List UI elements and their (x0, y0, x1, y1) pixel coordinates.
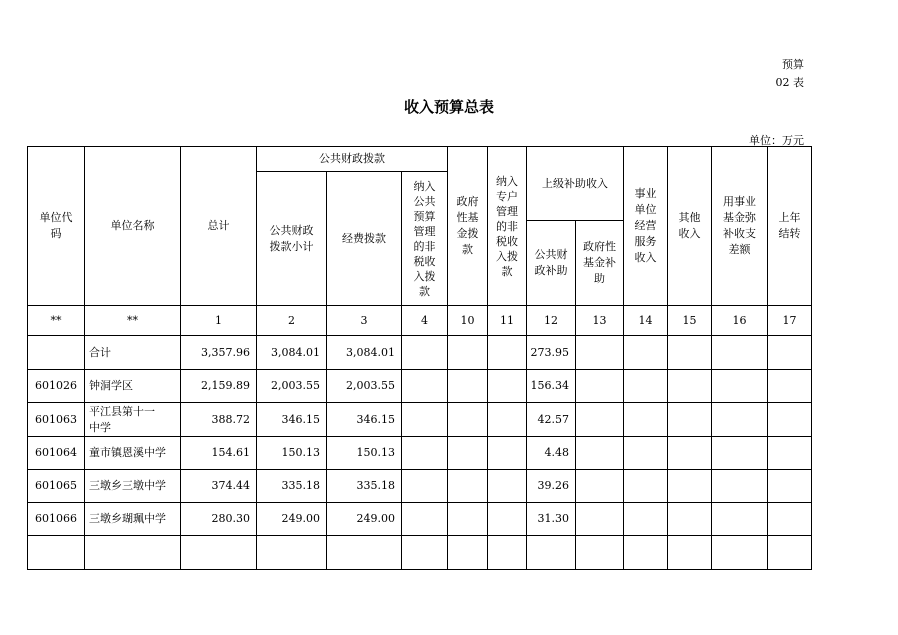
header-gov-fund-subsidy: 政府性基金补助 (576, 221, 624, 306)
unit-label: 单位：万元 (749, 134, 804, 147)
header-unit-name: 单位名称 (85, 147, 181, 306)
unit-name-cell: 钟洞学区 (85, 370, 181, 403)
header-expense-appropriation: 经费拨款 (327, 172, 402, 306)
header-total: 总计 (181, 147, 257, 306)
expense-cell: 3,084.01 (327, 336, 402, 370)
index-cell: 4 (402, 306, 448, 336)
unit-code-cell: 601026 (28, 370, 85, 403)
subtotal-cell: 2,003.55 (257, 370, 327, 403)
unit-code-cell: 601063 (28, 403, 85, 437)
unit-code-cell: 601064 (28, 437, 85, 470)
subsidy-cell: 273.95 (527, 336, 576, 370)
index-cell: ** (28, 306, 85, 336)
subsidy-cell: 42.57 (527, 403, 576, 437)
header-special-non-tax: 纳入专户管理的非税收入拨款 (488, 147, 527, 306)
index-cell: 3 (327, 306, 402, 336)
form-code-line2: 02 表 (775, 76, 804, 89)
expense-cell: 335.18 (327, 470, 402, 503)
subsidy-cell: 156.34 (527, 370, 576, 403)
total-cell: 388.72 (181, 403, 257, 437)
subtotal-cell: 3,084.01 (257, 336, 327, 370)
expense-cell: 346.15 (327, 403, 402, 437)
index-cell: 16 (712, 306, 768, 336)
expense-cell: 249.00 (327, 503, 402, 536)
total-cell: 154.61 (181, 437, 257, 470)
table-row (28, 370, 812, 403)
index-cell: 15 (668, 306, 712, 336)
expense-cell: 2,003.55 (327, 370, 402, 403)
column-index-row (28, 306, 812, 336)
unit-code-cell: 601065 (28, 470, 85, 503)
header-fund-subsidy-gap: 用事业基金弥补收支差额 (712, 147, 768, 306)
header-public-fiscal-subsidy: 公共财政补助 (527, 221, 576, 306)
header-business-service: 事业单位经营服务收入 (624, 147, 668, 306)
total-cell: 280.30 (181, 503, 257, 536)
index-cell: 2 (257, 306, 327, 336)
index-cell: 11 (488, 306, 527, 336)
unit-name-cell: 三墩乡瑚珮中学 (85, 503, 181, 536)
unit-name-cell: 平江县第十一中学 (85, 403, 181, 437)
index-cell: 1 (181, 306, 257, 336)
subtotal-cell: 249.00 (257, 503, 327, 536)
total-cell: 374.44 (181, 470, 257, 503)
index-cell: ** (85, 306, 181, 336)
header-public-fiscal-group: 公共财政拨款 (257, 147, 448, 172)
page-title: 收入预算总表 (403, 98, 494, 116)
subsidy-cell: 39.26 (527, 470, 576, 503)
unit-code-cell (28, 336, 85, 370)
unit-name-cell: 童市镇恩溪中学 (85, 437, 181, 470)
header-superior-subsidy-group: 上级补助收入 (527, 147, 624, 221)
unit-code-cell: 601066 (28, 503, 85, 536)
total-cell: 3,357.96 (181, 336, 257, 370)
index-cell: 14 (624, 306, 668, 336)
unit-name-cell: 三墩乡三墩中学 (85, 470, 181, 503)
table-row-total (28, 336, 812, 370)
table-row (28, 503, 812, 536)
unit-name-cell: 合计 (85, 336, 181, 370)
index-cell: 10 (448, 306, 488, 336)
index-cell: 17 (768, 306, 812, 336)
index-cell: 12 (527, 306, 576, 336)
header-unit-code: 单位代码 (28, 147, 85, 306)
header-gov-fund-appropriation: 政府性基金拨款 (448, 147, 488, 306)
header-public-fiscal-subtotal: 公共财政拨款小计 (257, 172, 327, 306)
table-row (28, 437, 812, 470)
subsidy-cell: 4.48 (527, 437, 576, 470)
subsidy-cell: 31.30 (527, 503, 576, 536)
expense-cell: 150.13 (327, 437, 402, 470)
total-cell: 2,159.89 (181, 370, 257, 403)
income-budget-table (27, 146, 812, 570)
subtotal-cell: 335.18 (257, 470, 327, 503)
index-cell: 13 (576, 306, 624, 336)
header-other-income: 其他收入 (668, 147, 712, 306)
subtotal-cell: 346.15 (257, 403, 327, 437)
table-row (28, 470, 812, 503)
subtotal-cell: 150.13 (257, 437, 327, 470)
header-non-tax-budget: 纳入公共预算管理的非税收入拨款 (402, 172, 448, 306)
form-code-line1: 预算 (782, 58, 804, 71)
table-row (28, 403, 812, 437)
table-row-empty (28, 536, 812, 570)
header-prior-year-carryover: 上年结转 (768, 147, 812, 306)
